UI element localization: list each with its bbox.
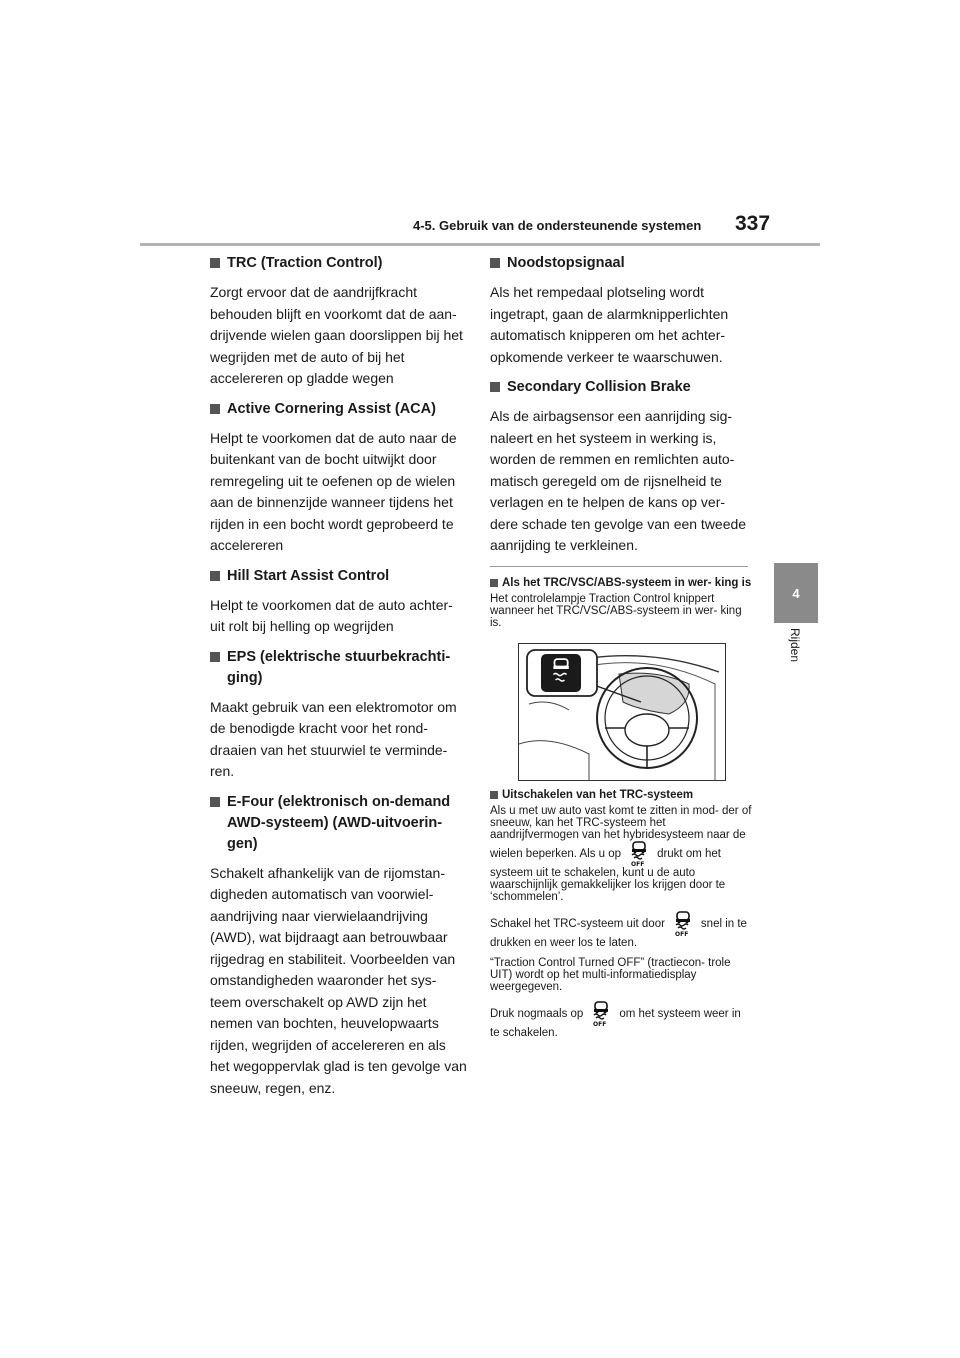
section-e-four [210,792,468,1100]
bullet-square-icon [490,791,498,799]
bullet-square-icon [210,258,220,268]
section-secondary-collision-brake [490,377,752,557]
right-column [490,253,752,1039]
bullet-square-icon [210,404,220,414]
section-title: Hill Start Assist Control [210,566,468,587]
note-text: Het controlelampje Traction Control knippert wanneer het TRC/VSC/ABS-systeem in wer- king is. [490,592,742,629]
note-paragraph: Schakel het TRC-systeem uit door OFF snel in te drukken en weer los te laten. [490,911,752,949]
section-text: Zorgt ervoor dat de aandrijfkracht behouden blijft en voorkomt dat de aan- drijvende wielen gaan doorslippen bij het wegrijden met de auto of bij het accelereren op gladde wegen [210,284,463,386]
bullet-square-icon [490,382,500,392]
note-trc-active [490,577,752,629]
bullet-square-icon [490,579,498,587]
section-title: Noodstopsignaal [490,253,752,274]
section-text: Als de airbagsensor een aanrijding sig- naleert en het systeem in werking is, worden de remmen en remlichten auto- matisch geregeld om de rijsnelheid te verlagen en te helpen de kans op ver- dere schade ten gevolge van een tweede aanrijding te verkleinen. [490,408,747,553]
section-eps [210,647,468,783]
section-title: E-Four (elektronisch on-demand AWD-systeem) (AWD-uitvoerin- gen) [210,792,468,855]
section-text: Helpt te voorkomen dat de auto achter- uit rolt bij helling op wegrijden [210,596,453,634]
section-title: Secondary Collision Brake [490,377,752,398]
section-title: EPS (elektrische stuurbekrachti- ging) [210,647,468,689]
section-title: TRC (Traction Control) [210,253,468,274]
section-hill-start [210,566,468,638]
note-paragraph: Druk nogmaals op OFF om het systeem weer in te schakelen. [490,1001,752,1039]
section-text: Helpt te voorkomen dat de auto naar de buitenkant van de bocht uitwijkt door remregeling uit te oefenen op de wielen aan de binnenzijde wanneer tijdens het rijden in een bocht wordt geprobeerd te accelereren [210,429,457,553]
section-text: Als het rempedaal plotseling wordt ingetrapt, gaan de alarmknipperlichten automatisch knipperen om het achter- opkomende verkeer te waarschuwen. [490,284,729,365]
header-rule [140,243,820,246]
trc-off-icon [627,841,651,867]
bullet-square-icon [210,652,220,662]
dashboard-drawing [519,644,725,780]
section-text: Maakt gebruik van een elektromotor om de benodigde kracht voor het rond- draaien van het stuurwiel te verminde- ren. [210,698,457,779]
bullet-square-icon [490,258,500,268]
note-paragraph: Als u met uw auto vast komt te zitten in mod- der of sneeuw, kan het TRC-systeem het aandrijfvermogen van het hybridesysteem naar de wielen beperken. Als u op OFF drukt om het systeem uit te schakelen, kunt u de auto waarschijnlijk gemakkelijker los krijgen door te ‘schommelen’. [490,804,752,903]
note-trc-disable [490,789,752,1039]
svg-text:OFF: OFF [631,860,645,867]
section-text: Schakelt afhankelijk van de rijomstan- digheden automatisch van voorwiel- aandrijving naar vierwielaandrijving (AWD), wat bijdraagt aan betrouwbaar rijgedrag en stabiliteit. Voorbeelden van omstandigheden waaronder het sys- teem overschakelt op AWD zijn het nemen van bochten, heuvelopwaarts rijden, wegrijden of accelereren en als het wegoppervlak glad is ten gevolge van sneeuw, regen, enz. [210,864,467,1096]
header-title: 4-5. Gebruik van de ondersteunende systemen [413,218,702,233]
left-column [210,253,468,1108]
section-aca [210,399,468,557]
chapter-label: Rijden [788,628,802,663]
section-emergency-stop-signal [490,253,752,368]
chapter-tab: 4 [774,563,818,623]
svg-text:OFF: OFF [674,930,689,937]
note-title: Uitschakelen van het TRC-systeem [490,789,752,801]
trc-off-icon [671,911,695,937]
trc-off-icon [589,1001,613,1027]
svg-text:OFF: OFF [593,1020,607,1027]
bullet-square-icon [210,571,220,581]
bullet-square-icon [210,797,220,807]
note-title: Als het TRC/VSC/ABS-systeem in wer- king is [490,577,752,589]
page-number: 337 [735,212,771,235]
dashboard-illustration [518,643,726,781]
note-paragraph: “Traction Control Turned OFF” (tractiecon- trole UIT) wordt op het multi-informatiedisplay weergegeven. [490,956,731,993]
section-trc [210,253,468,390]
notes-divider [490,566,748,567]
section-title: Active Cornering Assist (ACA) [210,399,468,420]
